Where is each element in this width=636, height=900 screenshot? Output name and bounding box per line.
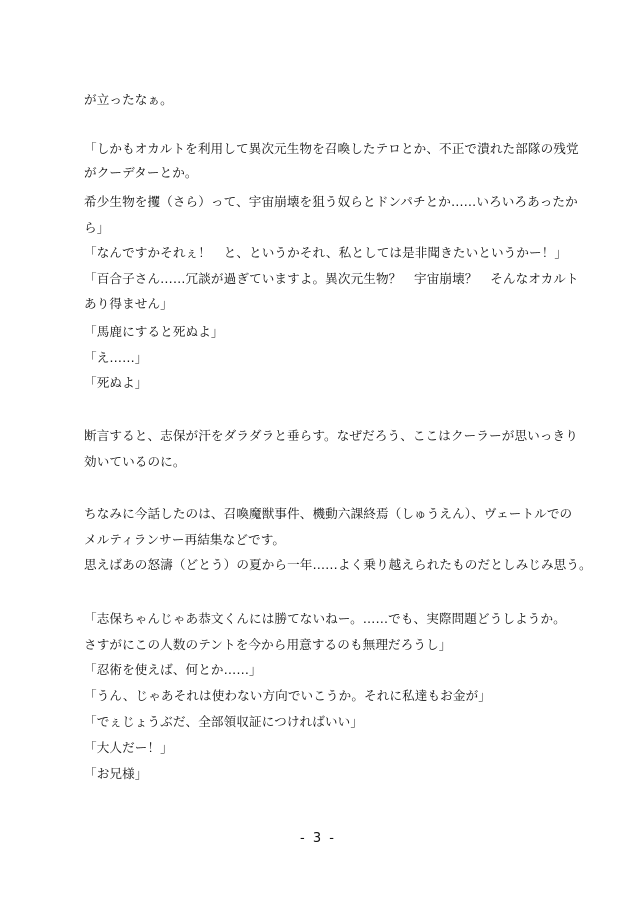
text-line: 希少生物を攫（さら）って、宇宙崩壊を狙う奴らとドンパチとか……いろいろあったか xyxy=(84,194,578,209)
text-line: 「え……」 xyxy=(84,350,148,365)
text-line: が立ったなぁ。 xyxy=(84,92,173,107)
text-line: 断言すると、志保が汗をダラダラと垂らす。なぜだろう、ここはクーラーが思いっきり xyxy=(84,428,578,443)
text-line: がクーデターとか。 xyxy=(84,165,198,180)
text-line: 「うん、じゃあそれは使わない方向でいこうか。それに私達もお金が」 xyxy=(84,688,491,703)
text-line: 「馬鹿にすると死ぬよ」 xyxy=(84,324,224,339)
text-line: 思えばあの怒濤（どとう）の夏から一年……よく乗り越えられたものだとしみじみ思う。 xyxy=(84,557,592,572)
text-line: 「忍術を使えば、何とか……」 xyxy=(84,662,262,677)
text-line: 「百合子さん……冗談が過ぎていますよ。異次元生物？ 宇宙崩壊？ そんなオカルト xyxy=(84,271,579,286)
text-line: ら」 xyxy=(84,220,110,235)
text-line: 「大人だー！」 xyxy=(84,740,173,755)
page-number: - 3 - xyxy=(300,831,336,846)
text-line: 「お兄様」 xyxy=(84,766,148,781)
text-line: 効いているのに。 xyxy=(84,454,186,469)
text-line: 「志保ちゃんじゃあ恭文くんには勝てないねー。……でも、実際問題どうしようか。 xyxy=(84,611,566,626)
text-line: あり得ません」 xyxy=(84,296,173,311)
text-line: メルティランサー再結集などです。 xyxy=(84,532,286,547)
text-line: ちなみに今話したのは、召喚魔獣事件、機動六課終焉（しゅうえん）、ヴェートルでの xyxy=(84,506,573,521)
text-line: 「でぇじょうぶだ、全部領収証につければいい」 xyxy=(84,714,364,729)
text-line: 「しかもオカルトを利用して異次元生物を召喚したテロとか、不正で潰れた部隊の残党 xyxy=(84,141,579,156)
text-line: 「なんですかそれぇ！ と、というかそれ、私としては是非聞きたいというかー！」 xyxy=(84,245,568,260)
text-line: 「死ぬよ」 xyxy=(84,375,148,390)
text-line: さすがにこの人数のテントを今から用意するのも無理だろうし」 xyxy=(84,637,452,652)
